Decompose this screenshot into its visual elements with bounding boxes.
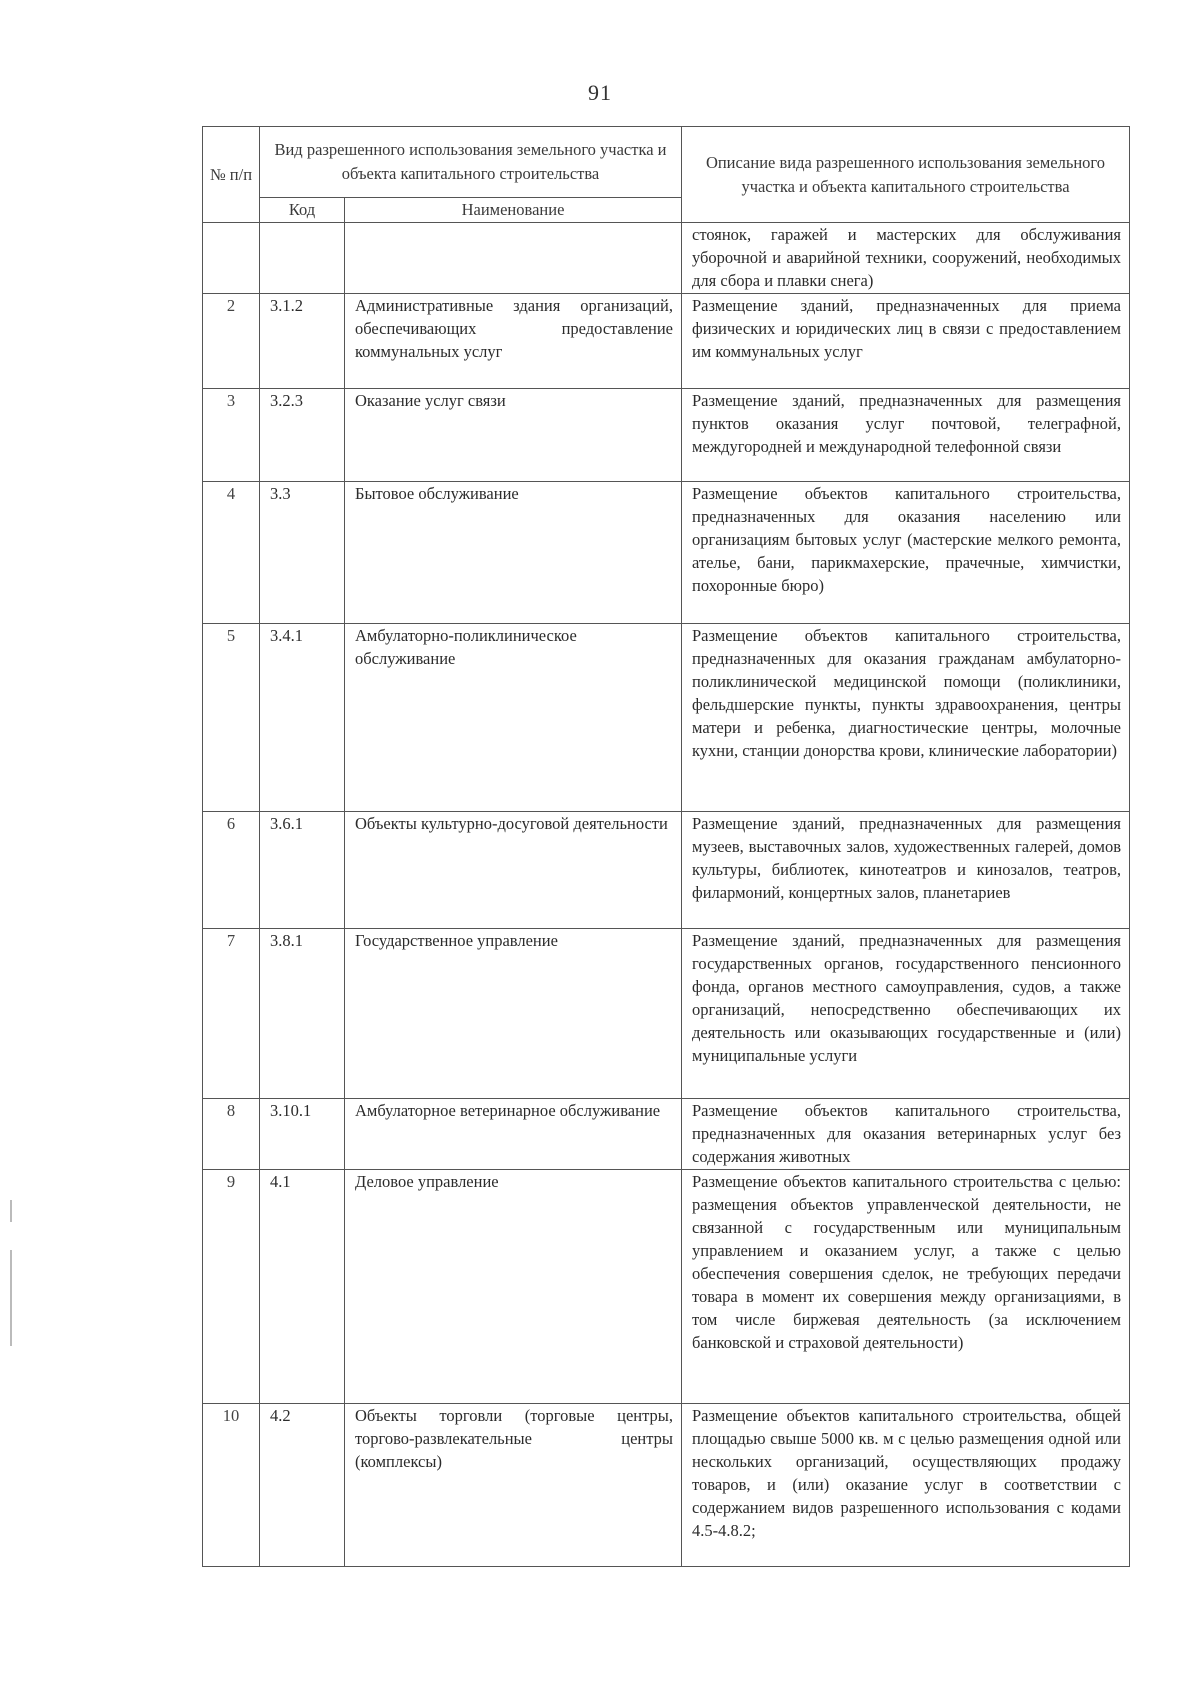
row-code: 3.10.1 xyxy=(260,1099,345,1170)
row-name: Административные здания организаций, обеспечивающих предоставление коммунальных услуг xyxy=(345,294,682,389)
row-name: Амбулаторно-поликлиническое обслуживание xyxy=(345,624,682,812)
scan-artifact-mark xyxy=(10,1200,12,1222)
table-header xyxy=(203,127,1130,223)
table-row xyxy=(203,294,1130,389)
land-use-table xyxy=(202,126,1130,1567)
row-num: 6 xyxy=(203,812,260,929)
row-name: Деловое управление xyxy=(345,1170,682,1404)
row-code: 3.1.2 xyxy=(260,294,345,389)
row-description: Размещение зданий, предназначенных для приема физических и юридических лиц в связи с предоставлением им коммунальных услуг xyxy=(682,294,1130,389)
row-description: стоянок, гаражей и мастерских для обслуживания уборочной и аварийной техники, сооружений, необходимых для сбора и плавки снега) xyxy=(682,223,1130,294)
row-description: Размещение объектов капитального строительства, предназначенных для оказания ветеринарных услуг без содержания животных xyxy=(682,1099,1130,1170)
page-number: 91 xyxy=(588,80,612,105)
row-num: 2 xyxy=(203,294,260,389)
header-name: Наименование xyxy=(345,198,682,223)
table-row xyxy=(203,624,1130,812)
row-code: 3.6.1 xyxy=(260,812,345,929)
row-code: 3.4.1 xyxy=(260,624,345,812)
row-name: Бытовое обслуживание xyxy=(345,482,682,624)
row-code: 3.2.3 xyxy=(260,389,345,482)
table-row xyxy=(203,1099,1130,1170)
table-row-continuation xyxy=(203,223,1130,294)
table-row xyxy=(203,812,1130,929)
header-type-group: Вид разрешенного использования земельного участка и объекта капитального строительства xyxy=(260,127,682,198)
row-name: Государственное управление xyxy=(345,929,682,1099)
row-num: 10 xyxy=(203,1404,260,1567)
row-name: Объекты культурно-досуговой деятельности xyxy=(345,812,682,929)
table-row xyxy=(203,1170,1130,1404)
row-code: 4.1 xyxy=(260,1170,345,1404)
land-use-table-container xyxy=(202,126,1129,1567)
row-description: Размещение объектов капитального строительства с целью: размещения объектов управленческой деятельности, не связанной с государственным или муниципальным управлением и оказанием услуг, а также с целью обеспечения совершения сделок, не требующих передачи товара в момент их совершения между организациями, в том числе биржевая деятельность (за исключением банковской и страховой деятельности) xyxy=(682,1170,1130,1404)
row-code: 3.8.1 xyxy=(260,929,345,1099)
table-row xyxy=(203,389,1130,482)
row-description: Размещение зданий, предназначенных для размещения пунктов оказания услуг почтовой, телеграфной, междугородней и международной телефонной связи xyxy=(682,389,1130,482)
header-num: № п/п xyxy=(203,127,260,223)
row-num: 4 xyxy=(203,482,260,624)
row-num: 9 xyxy=(203,1170,260,1404)
row-num: 3 xyxy=(203,389,260,482)
row-num: 8 xyxy=(203,1099,260,1170)
row-code xyxy=(260,223,345,294)
row-description: Размещение объектов капитального строительства, общей площадью свыше 5000 кв. м с целью размещения одной или нескольких организаций, осуществляющих продажу товаров, и (или) оказание услуг в соответствии с содержанием видов разрешенного использования с кодами 4.5-4.8.2; xyxy=(682,1404,1130,1567)
row-description: Размещение зданий, предназначенных для размещения государственных органов, государственного пенсионного фонда, органов местного самоуправления, судов, а также организаций, непосредственно обеспечивающих их деятельность или оказывающих государственные и (или) муниципальные услуги xyxy=(682,929,1130,1099)
row-name xyxy=(345,223,682,294)
row-description: Размещение объектов капитального строительства, предназначенных для оказания гражданам амбулаторно-поликлинической медицинской помощи (поликлиники, фельдшерские пункты, пункты здравоохранения, центры матери и ребенка, диагностические центры, молочные кухни, станции донорства крови, клинические лаборатории) xyxy=(682,624,1130,812)
row-description: Размещение зданий, предназначенных для размещения музеев, выставочных залов, художественных галерей, домов культуры, библиотек, кинотеатров и кинозалов, театров, филармоний, концертных залов, планетариев xyxy=(682,812,1130,929)
table-row xyxy=(203,482,1130,624)
row-name: Объекты торговли (торговые центры, торгово-развлекательные центры (комплексы) xyxy=(345,1404,682,1567)
row-num xyxy=(203,223,260,294)
table-body xyxy=(203,223,1130,1567)
row-code: 4.2 xyxy=(260,1404,345,1567)
scan-artifact-mark xyxy=(10,1250,12,1346)
row-num: 5 xyxy=(203,624,260,812)
header-code: Код xyxy=(260,198,345,223)
row-code: 3.3 xyxy=(260,482,345,624)
table-row xyxy=(203,929,1130,1099)
row-name: Амбулаторное ветеринарное обслуживание xyxy=(345,1099,682,1170)
row-num: 7 xyxy=(203,929,260,1099)
table-row xyxy=(203,1404,1130,1567)
row-description: Размещение объектов капитального строительства, предназначенных для оказания населению или организациям бытовых услуг (мастерские мелкого ремонта, ателье, бани, парикмахерские, прачечные, химчистки, похоронные бюро) xyxy=(682,482,1130,624)
header-description: Описание вида разрешенного использования земельного участка и объекта капитального строительства xyxy=(682,127,1130,223)
row-name: Оказание услуг связи xyxy=(345,389,682,482)
